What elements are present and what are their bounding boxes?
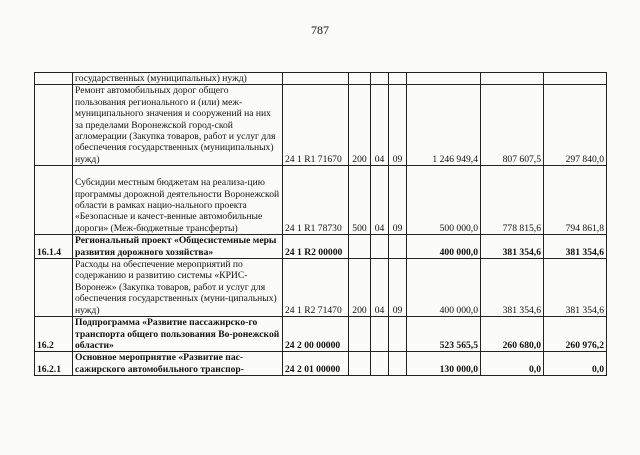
row-expense-type: [349, 73, 371, 85]
row-amount-year2: 260 680,0: [481, 317, 544, 352]
row-expense-type: [349, 235, 371, 259]
row-description: Расходы на обеспечение мероприятий по содержанию и развитию системы «КРИС-Воронеж» (Закупка товаров, работ и услуг для обеспечения государственных (муни-ципальных) нужд): [73, 259, 283, 317]
row-number: 16.1.4: [35, 235, 73, 259]
row-target-article: 24 1 R1 71670: [283, 85, 349, 166]
row-amount-year2: 381 354,6: [481, 235, 544, 259]
row-subsection: 09: [389, 85, 407, 166]
row-number: [35, 85, 73, 166]
row-amount-year3: 381 354,6: [544, 259, 607, 317]
row-section: 04: [371, 85, 389, 166]
row-subsection: [389, 317, 407, 352]
row-amount-year2: 807 607,5: [481, 85, 544, 166]
table-row: [35, 352, 607, 376]
row-subsection: [389, 73, 407, 85]
row-amount-year2: 778 815,6: [481, 166, 544, 235]
row-section: 04: [371, 259, 389, 317]
budget-table: [34, 72, 607, 376]
row-target-article: 24 1 R1 78730: [283, 166, 349, 235]
table-row: [35, 235, 607, 259]
row-number: 16.2.1: [35, 352, 73, 376]
row-target-article: 24 2 01 00000: [283, 352, 349, 376]
page-number: 787: [311, 23, 329, 37]
row-section: [371, 317, 389, 352]
row-amount-year1: 400 000,0: [407, 235, 481, 259]
row-target-article: 24 2 00 00000: [283, 317, 349, 352]
row-subsection: [389, 235, 407, 259]
row-amount-year3: 381 354,6: [544, 235, 607, 259]
row-description: государственных (муниципальных) нужд): [73, 73, 283, 85]
row-section: 04: [371, 166, 389, 235]
row-section: [371, 73, 389, 85]
row-description: Основное мероприятие «Развитие пас-сажирского автомобильного транспор-: [73, 352, 283, 376]
row-description: Подпрограмма «Развитие пассажирско-го транспорта общего пользования Во-ронежской области»: [73, 317, 283, 352]
row-amount-year1: 130 000,0: [407, 352, 481, 376]
row-description: Субсидии местным бюджетам на реализа-цию программы дорожной деятельности Воронежской области в рамках нацио-нального проекта «Безопасные и качест-венные автомобильные дороги» (Меж-бюджетные трансферты): [73, 166, 283, 235]
row-subsection: 09: [389, 166, 407, 235]
table-row: [35, 259, 607, 317]
row-expense-type: 200: [349, 85, 371, 166]
row-number: [35, 259, 73, 317]
row-expense-type: [349, 317, 371, 352]
row-target-article: 24 1 R2 71470: [283, 259, 349, 317]
row-expense-type: 200: [349, 259, 371, 317]
table-row: [35, 317, 607, 352]
row-section: [371, 352, 389, 376]
row-number: [35, 73, 73, 85]
row-amount-year1: 400 000,0: [407, 259, 481, 317]
table-row: [35, 166, 607, 235]
row-amount-year3: [544, 73, 607, 85]
row-amount-year2: 0,0: [481, 352, 544, 376]
row-amount-year1: 1 246 949,4: [407, 85, 481, 166]
row-subsection: [389, 352, 407, 376]
row-amount-year3: 0,0: [544, 352, 607, 376]
row-section: [371, 235, 389, 259]
row-target-article: 24 1 R2 00000: [283, 235, 349, 259]
row-amount-year3: 297 840,0: [544, 85, 607, 166]
row-description: Ремонт автомобильных дорог общего пользования регионального и (или) меж-муниципального значения и сооружений на них за пределами Воронежской город-ской агломерации (Закупка товаров, работ и услуг для обеспечения государственных (муниципальных) нужд): [73, 85, 283, 166]
row-amount-year1: 523 565,5: [407, 317, 481, 352]
row-description: Региональный проект «Общесистемные меры развития дорожного хозяйства»: [73, 235, 283, 259]
row-amount-year2: 381 354,6: [481, 259, 544, 317]
table-row: [35, 73, 607, 85]
row-amount-year3: 794 861,8: [544, 166, 607, 235]
row-amount-year2: [481, 73, 544, 85]
row-amount-year1: [407, 73, 481, 85]
row-expense-type: 500: [349, 166, 371, 235]
row-amount-year3: 260 976,2: [544, 317, 607, 352]
row-subsection: 09: [389, 259, 407, 317]
row-number: [35, 166, 73, 235]
row-amount-year1: 500 000,0: [407, 166, 481, 235]
table-row: [35, 85, 607, 166]
row-target-article: [283, 73, 349, 85]
row-number: 16.2: [35, 317, 73, 352]
row-expense-type: [349, 352, 371, 376]
